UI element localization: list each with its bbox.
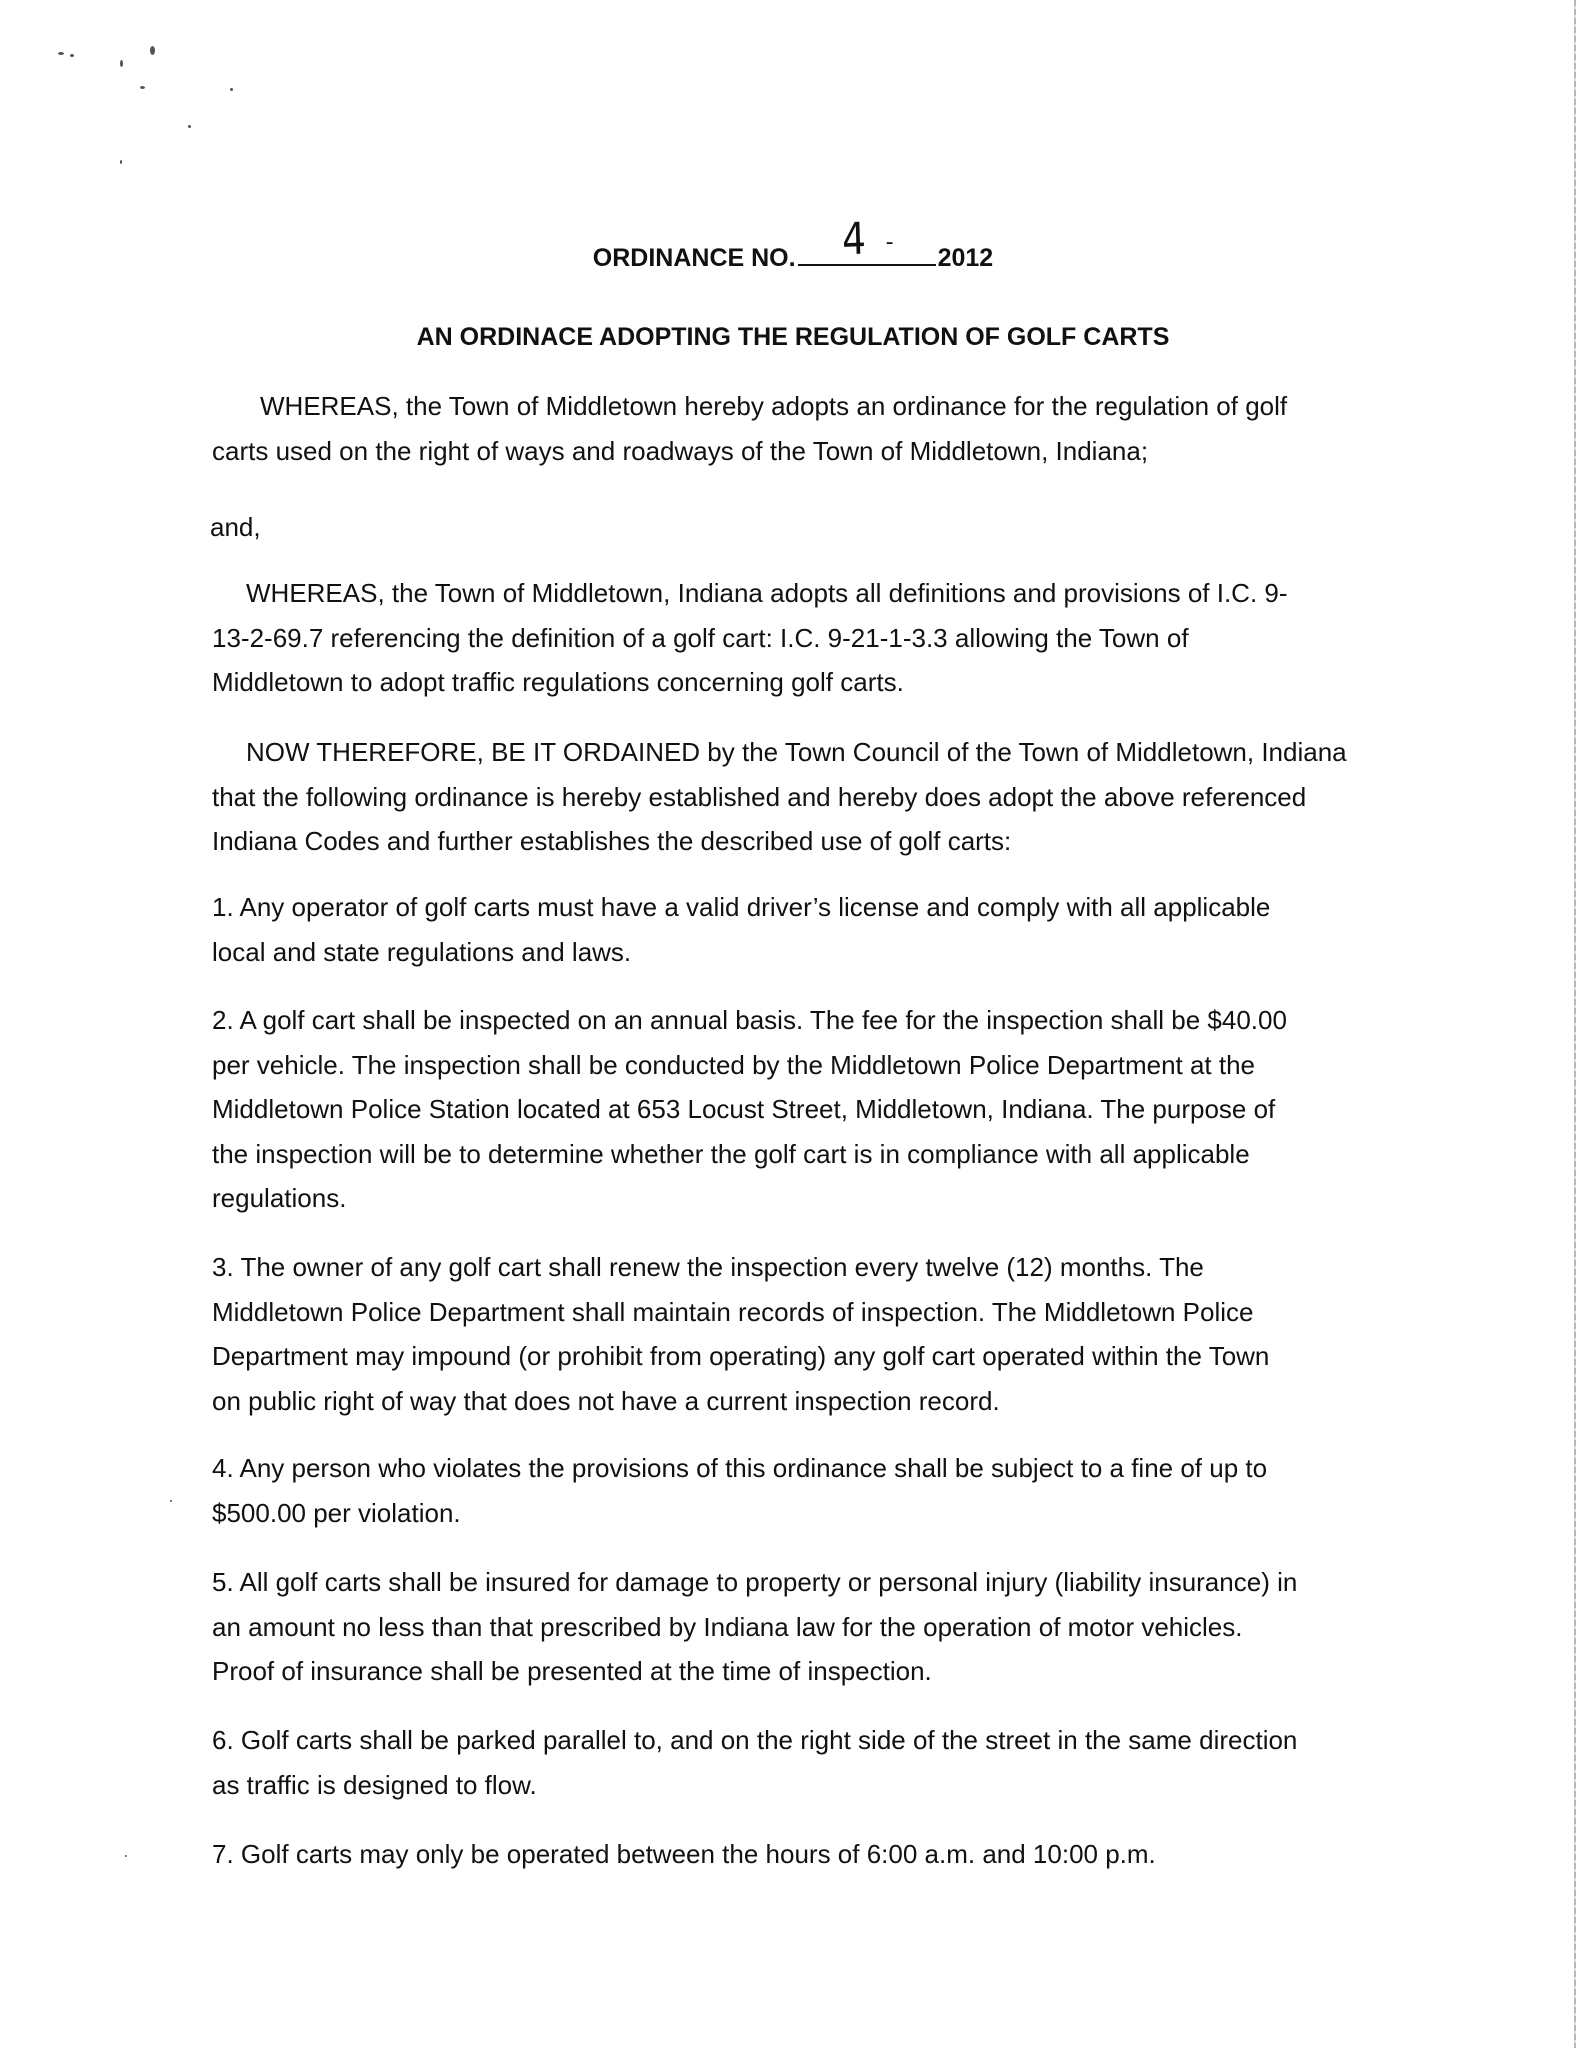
list-item-4 — [212, 1446, 1412, 1535]
text-line: Indiana Codes and further establishes the described use of golf carts: — [212, 826, 1012, 856]
text-line: 4. Any person who violates the provisions of this ordinance shall be subject to a fine of up to — [212, 1453, 1268, 1483]
scan-speck — [150, 46, 155, 55]
paragraph-and — [210, 505, 1410, 550]
text-line: and, — [210, 512, 261, 542]
text-line: that the following ordinance is hereby established and hereby does adopt the above referenced — [212, 781, 1307, 812]
text-line: 7. Golf carts may only be operated between the hours of 6:00 a.m. and 10:00 p.m. — [212, 1839, 1156, 1869]
text-line: on public right of way that does not have a current inspection record. — [212, 1385, 1000, 1416]
paragraph-whereas-2 — [212, 571, 1412, 705]
text-line: WHEREAS, the Town of Middletown, Indiana adopts all definitions and provisions of I.C. 9- — [246, 578, 1288, 608]
ordinance-title — [0, 213, 1586, 273]
scan-speck — [120, 60, 123, 67]
ordinance-dash: - — [885, 230, 894, 255]
text-line: Middletown to adopt traffic regulations concerning golf carts. — [212, 667, 904, 697]
list-item-5 — [212, 1560, 1412, 1694]
ordinance-number-blank — [798, 213, 936, 266]
ordinance-label: ORDINANCE NO. — [592, 244, 796, 272]
text-line: 6. Golf carts shall be parked parallel to, and on the right side of the street in the same direction — [212, 1725, 1298, 1755]
text-line: local and state regulations and laws. — [212, 936, 632, 967]
text-line: $500.00 per violation. — [212, 1497, 461, 1528]
ordinance-number-handwritten: 4 — [840, 213, 867, 266]
ordinance-subtitle: AN ORDINACE ADOPTING THE REGULATION OF GOLF CARTS — [416, 323, 1170, 351]
list-item-3 — [212, 1245, 1412, 1423]
list-item-7 — [212, 1832, 1412, 1877]
scan-speck — [120, 160, 122, 164]
text-line: per vehicle. The inspection shall be conducted by the Middletown Police Department at the — [212, 1049, 1256, 1080]
text-line: carts used on the right of ways and roadways of the Town of Middletown, Indiana; — [212, 435, 1149, 466]
text-line: 1. Any operator of golf carts must have a valid driver’s license and comply with all applicable — [212, 892, 1271, 922]
list-item-1 — [212, 885, 1412, 974]
text-line: as traffic is designed to flow. — [212, 1769, 537, 1800]
list-item-6 — [212, 1718, 1412, 1807]
scan-edge — [1574, 0, 1576, 2048]
text-line: an amount no less than that prescribed by Indiana law for the operation of motor vehicles. — [212, 1611, 1243, 1642]
text-line: 3. The owner of any golf cart shall renew the inspection every twelve (12) months. The — [212, 1252, 1204, 1282]
text-line: regulations. — [212, 1183, 347, 1213]
text-line: 5. All golf carts shall be insured for damage to property or personal injury (liability insurance) in — [212, 1567, 1298, 1597]
text-line: Middletown Police Station located at 653 Locust Street, Middletown, Indiana. The purpose of — [212, 1094, 1276, 1124]
text-line: Proof of insurance shall be presented at the time of inspection. — [212, 1656, 932, 1686]
text-line: Middletown Police Department shall maintain records of inspection. The Middletown Police — [212, 1296, 1254, 1327]
paragraph-now-therefore — [212, 730, 1412, 864]
text-line: NOW THEREFORE, BE IT ORDAINED by the Town Council of the Town of Middletown, Indiana — [246, 737, 1347, 767]
scan-speck — [230, 88, 233, 91]
paragraph-whereas-1 — [212, 384, 1412, 473]
text-line: Department may impound (or prohibit from operating) any golf cart operated within the Town — [212, 1341, 1270, 1371]
scan-speck — [170, 1500, 172, 1502]
scan-speck — [58, 52, 64, 55]
scan-speck — [140, 86, 145, 89]
text-line: 2. A golf cart shall be inspected on an annual basis. The fee for the inspection shall be $40.00 — [212, 1005, 1287, 1035]
ordinance-year: 2012 — [937, 244, 994, 272]
scan-speck — [125, 1855, 127, 1857]
scan-speck — [70, 54, 74, 57]
text-line: the inspection will be to determine whether the golf cart is in compliance with all applicable — [212, 1138, 1250, 1169]
scan-speck — [188, 125, 191, 128]
text-line: 13-2-69.7 referencing the definition of a golf cart: I.C. 9-21-1-3.3 allowing the Town of — [212, 622, 1189, 653]
list-item-2 — [212, 998, 1412, 1221]
text-line: WHEREAS, the Town of Middletown hereby adopts an ordinance for the regulation of golf — [260, 391, 1288, 421]
